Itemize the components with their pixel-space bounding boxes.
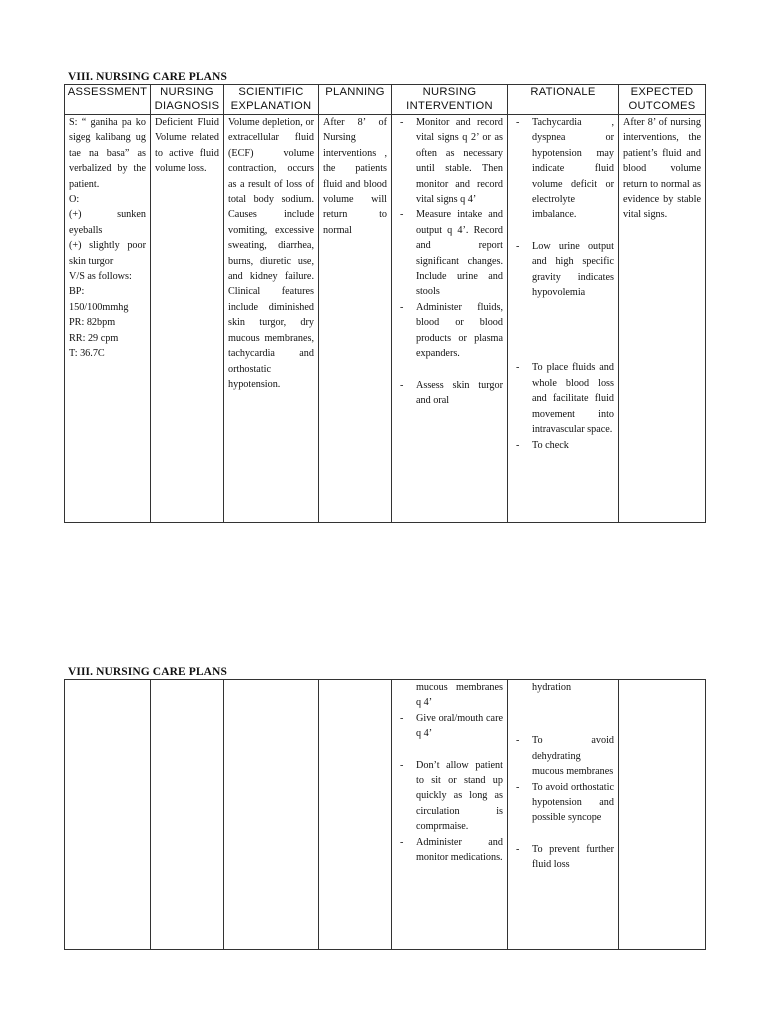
assessment-cell [65, 115, 151, 523]
header-nursing-intervention: NURSING INTERVENTION [392, 85, 508, 115]
intervention-item: - Monitor and record vital signs q 2’ or as often as necessary until stable. Then monitor and record vital signs q 4’ [396, 115, 503, 207]
nursing-diagnosis-cell-empty [151, 680, 224, 950]
scientific-explanation-cell: Volume depletion, or extracellular fluid (ECF) volume contraction, occurs as a result of loss of total body sodium. Causes include vomiting, excessive sweating, diarrhea, burns, diuretic use, and kidney failure. Clinical features include diminished skin turgor, dry mucous membranes, tachycardia and orthostatic hypotension. [224, 115, 319, 523]
intervention-item: - Measure intake and output q 4’. Record and report significant changes. Include urine and stools [396, 207, 503, 299]
assessment-cell-empty [65, 680, 151, 950]
scientific-explanation-cell-empty [224, 680, 319, 950]
header-assessment: ASSESSMENT [65, 85, 151, 115]
subjective-data: S: “ ganiha pa ko sigeg kalibang ug tae na basa” as verbalized by the patient. [69, 117, 146, 190]
planning-cell-empty [319, 680, 392, 950]
header-expected-outcomes: EXPECTED OUTCOMES [619, 85, 706, 115]
header-rationale: RATIONALE [508, 85, 619, 115]
intervention-item: - Administer fluids, blood or blood products or plasma expanders. [396, 300, 503, 362]
rationale-item: - To prevent further fluid loss [512, 842, 614, 873]
intervention-item: - Don’t allow patient to sit or stand up quickly as long as circulation is comprmaise. [396, 758, 503, 835]
intervention-item: - Administer and monitor medications. [396, 835, 503, 866]
objective-label: O: [69, 194, 80, 206]
rationale-item: - To avoid orthostatic hypotension and possible syncope [512, 780, 614, 826]
expected-outcomes-cell-empty [619, 680, 706, 950]
rationale-item: - Tachycardia , dyspnea or hypotension may indicate fluid volume deficit or electrolyte imbalance. [512, 115, 614, 223]
vital-sign-pr: PR: 82bpm [69, 317, 116, 329]
rationale-cell [508, 680, 619, 950]
header-planning: PLANNING [319, 85, 392, 115]
expected-outcomes-cell: After 8’ of nursing interventions, the patient’s fluid and blood volume return to normal as evidence by stable vital signs. [619, 115, 706, 523]
planning-cell: After 8’ of Nursing interventions , the patients fluid and blood volume will return to normal [319, 115, 392, 523]
intervention-item: - Assess skin turgor and oral [396, 378, 503, 409]
objective-finding: (+) slightly poor skin turgor [69, 240, 146, 267]
rationale-cell [508, 115, 619, 523]
rationale-item: - To place fluids and whole blood loss and facilitate fluid movement into intravascular space. [512, 360, 614, 437]
vital-sign-temp: T: 36.7C [69, 348, 105, 360]
section-title-continued: VIII. NURSING CARE PLANS [68, 666, 227, 678]
header-nursing-diagnosis: NURSING DIAGNOSIS [151, 85, 224, 115]
vital-signs-label: V/S as follows: [69, 271, 132, 283]
nursing-intervention-cell [392, 115, 508, 523]
vital-sign-rr: RR: 29 cpm [69, 332, 119, 344]
intervention-continuation: mucous membranes q 4’ [416, 682, 503, 709]
rationale-continuation: hydration [532, 682, 572, 693]
care-plan-table [64, 84, 706, 523]
header-scientific-explanation: SCIENTIFIC EXPLANATION [224, 85, 319, 115]
section-title: VIII. NURSING CARE PLANS [68, 71, 227, 83]
intervention-item: - Give oral/mouth care q 4’ [396, 711, 503, 742]
nursing-diagnosis-cell: Deficient Fluid Volume related to active fluid volume loss. [151, 115, 224, 523]
rationale-item: - Low urine output and high specific gravity indicates hypovolemia [512, 239, 614, 301]
rationale-item: - To avoid dehydrating mucous membranes [512, 733, 614, 779]
vital-sign-bp: BP: 150/100mmhg [69, 286, 129, 313]
nursing-intervention-cell [392, 680, 508, 950]
objective-finding: (+) sunken eyeballs [69, 209, 146, 236]
care-plan-table-continued [64, 679, 706, 950]
rationale-item: - To check [512, 438, 614, 453]
